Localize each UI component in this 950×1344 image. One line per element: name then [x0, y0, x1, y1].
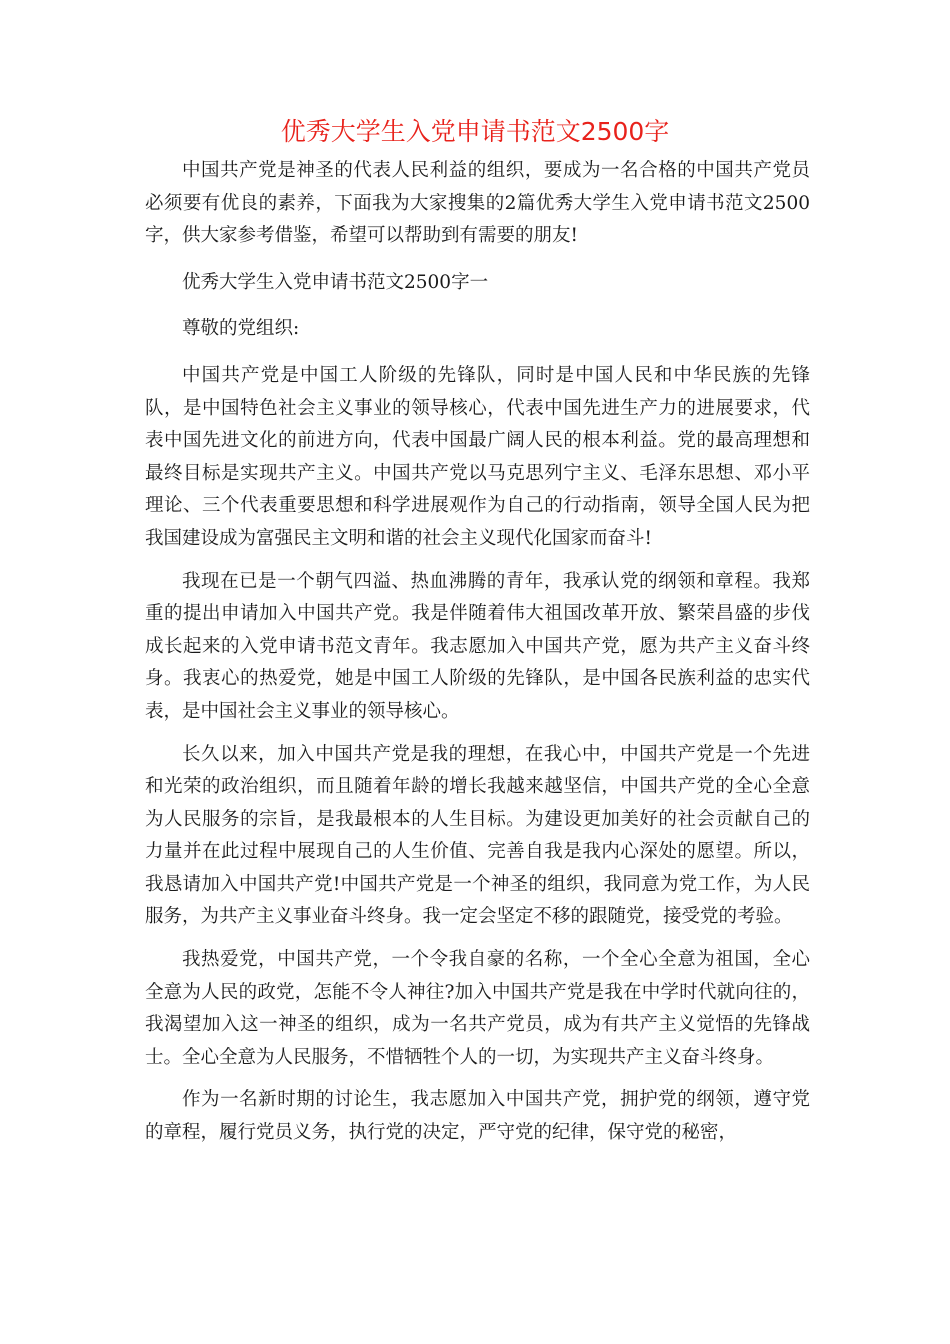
document-body [145, 155, 810, 1150]
document-title: 优秀大学生入党申请书范文2500字 [280, 117, 670, 146]
intro-paragraph: 中国共产党是神圣的代表人民利益的组织，要成为一名合格的中国共产党员必须要有优良的素养，下面我为大家搜集的2篇优秀大学生入党申请书范文2500字，供大家参考借鉴，希望可以帮助到有需要的朋友! [145, 160, 810, 247]
body-paragraph-3: 长久以来，加入中国共产党是我的理想，在我心中，中国共产党是一个先进和光荣的政治组织，而且随着年龄的增长我越来越坚信，中国共产党的全心全意为人民服务的宗旨，是我最根本的人生目标。为建设更加美好的社会贡献自己的力量并在此过程中展现自己的人生价值、完善自我是我内心深处的愿望。所以，我恳请加入中国共产党!中国共产党是一个神圣的组织，我同意为党工作，为人民服务，为共产主义事业奋斗终身。我一定会坚定不移的跟随党，接受党的考验。 [145, 743, 810, 928]
section-heading: 优秀大学生入党申请书范文2500字一 [182, 271, 489, 293]
body-paragraph-1: 中国共产党是中国工人阶级的先锋队，同时是中国人民和中华民族的先锋队，是中国特色社会主义事业的领导核心，代表中国先进生产力的进展要求，代表中国先进文化的前进方向，代表中国最广阔人民的根本利益。党的最高理想和最终目标是实现共产主义。中国共产党以马克思列宁主义、毛泽东思想、邓小平理论、三个代表重要思想和科学进展观作为自己的行动指南，领导全国人民为把我国建设成为富强民主文明和谐的社会主义现代化国家而奋斗! [145, 364, 810, 549]
body-paragraph-4: 我热爱党，中国共产党，一个令我自豪的名称，一个全心全意为祖国，全心全意为人民的政党，怎能不令人神往?加入中国共产党是我在中学时代就向往的，我渴望加入这一神圣的组织，成为一名共产党员，成为有共产主义觉悟的先锋战士。全心全意为人民服务，不惜牺牲个人的一切，为实现共产主义奋斗终身。 [145, 949, 810, 1068]
body-paragraph-5: 作为一名新时期的讨论生，我志愿加入中国共产党，拥护党的纲领，遵守党的章程，履行党员义务，执行党的决定，严守党的纪律，保守党的秘密， [145, 1089, 810, 1144]
body-paragraph-2: 我现在已是一个朝气四溢、热血沸腾的青年，我承认党的纲领和章程。我郑重的提出申请加入中国共产党。我是伴随着伟大祖国改革开放、繁荣昌盛的步伐成长起来的入党申请书范文青年。我志愿加入中国共产党，愿为共产主义奋斗终身。我衷心的热爱党，她是中国工人阶级的先锋队，是中国各民族利益的忠实代表，是中国社会主义事业的领导核心。 [145, 570, 810, 722]
salutation: 尊敬的党组织: [182, 318, 300, 340]
